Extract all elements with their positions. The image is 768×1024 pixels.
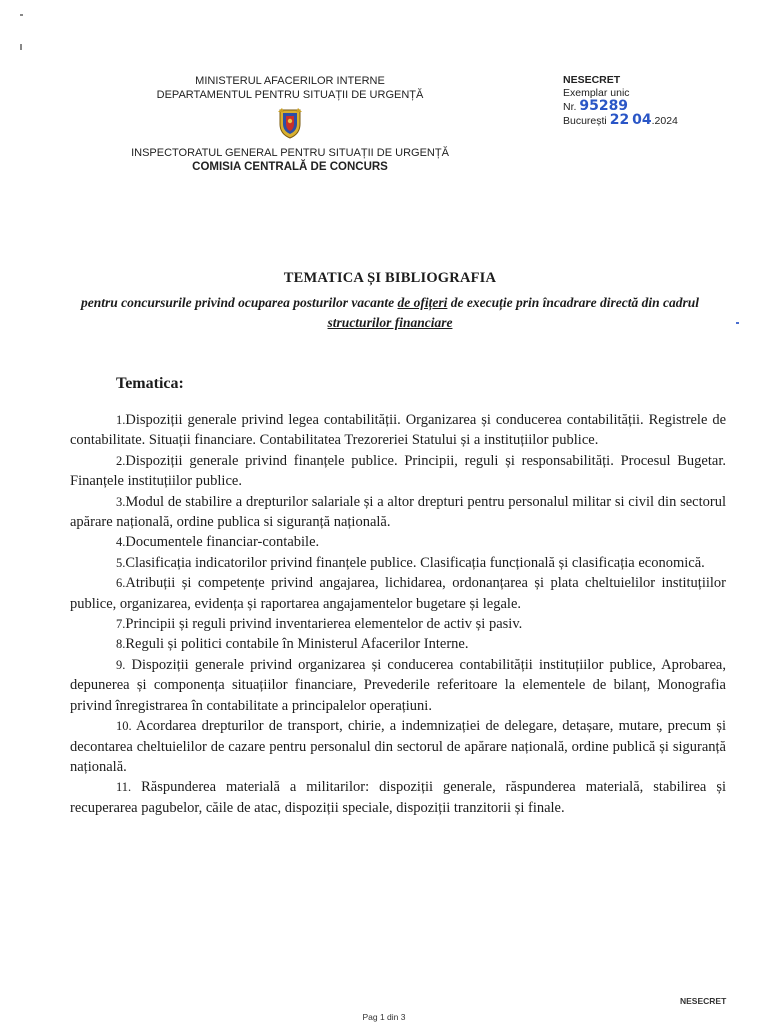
section-heading: Tematica: [116, 375, 184, 392]
list-item: 5.Clasificația indicatorilor privind finanțele publice. Clasificația funcțională și clasificația economică. [116, 554, 705, 571]
scan-speck [736, 322, 739, 324]
department-name: DEPARTAMENTUL PENTRU SITUAȚII DE URGENȚĂ [156, 89, 424, 101]
list-item: 4.Documentele financiar-contabile. [116, 534, 320, 551]
list-item: 10. Acordarea drepturilor de transport, chirie, a indemnizației de delegare, detașare, mutare, precum și decontarea cheltuielilor de cazare pentru personalul din sectorul de apărare națională, ordine publică și siguranță națională. [70, 718, 726, 775]
list-item: 11. Răspunderea materială a militarilor: dispoziții generale, răspunderea materială, stabilirea și recuperarea pagubelor, căile de atac, dispoziții speciale, dispoziții tranzitorii și finale. [70, 779, 726, 816]
inspectorate-name: INSPECTORATUL GENERAL PENTRU SITUAȚII DE URGENȚĂ [131, 147, 449, 159]
list-item: 2.Dispoziții generale privind finanțele publice. Principii, reguli și responsabilități. Procesul Bugetar. Finanțele instituțiilor publice. [70, 452, 726, 490]
registration-number: Nr. 95289 [563, 98, 629, 114]
main-title: TEMATICA ȘI BIBLIOGRAFIA [283, 270, 497, 286]
commission-name: COMISIA CENTRALĂ DE CONCURS [192, 161, 388, 173]
year: .2024 [651, 115, 678, 127]
handwritten-month: 04 [632, 112, 652, 128]
coat-of-arms-icon [276, 106, 304, 140]
underlined-officers: de ofițeri [397, 295, 448, 310]
list-item: 1.Dispoziții generale privind legea contabilității. Organizarea și conducerea contabilității. Registrele de contabilitate. Situații financiare. Contabilitatea Trezoreriei Statului și a instituțiilor publice. [70, 412, 726, 449]
list-item: 6.Atribuții și competențe privind angajarea, lichidarea, ordonanțarea și plata cheltuielilor instituțiilor publice, organizarea, evidența și raportarea angajamentelor bugetare și legale. [70, 575, 726, 612]
subtitle: pentru concursurile privind ocuparea posturilor vacante de ofițeri de execuție prin încadrare directă din cadrul structurilor financiare [80, 295, 700, 330]
classification-label: NESECRET [563, 74, 621, 86]
footer-classification: NESECRET [680, 996, 727, 1006]
page-number: Pag 1 din 3 [362, 1012, 406, 1022]
list-item: 8.Reguli și politici contabile în Ministerul Afacerilor Interne. [116, 636, 469, 653]
topics-list [70, 410, 726, 818]
document-title [80, 270, 700, 333]
list-item: 3.Modul de stabilire a drepturilor salariale și a altor drepturi pentru personalul militar si civil din sectorul apărare națională, ordine publica si siguranță națională. [70, 493, 726, 531]
handwritten-number: 95289 [579, 98, 629, 114]
scan-speck [20, 14, 23, 16]
copy-note: Exemplar unic [563, 87, 630, 99]
header-institution [110, 74, 470, 174]
underlined-structures: structurilor financiare [327, 315, 453, 330]
header-registration [563, 74, 733, 128]
scan-speck [20, 44, 22, 50]
handwritten-day: 22 [609, 112, 630, 128]
registration-date: București 22 04.2024 [563, 112, 678, 128]
list-item: 7.Principii și reguli privind inventarierea elementelor de activ și pasiv. [116, 616, 523, 633]
list-item: 9. Dispoziții generale privind organizarea și conducerea contabilității instituțiilor publice, Aprobarea, depunerea și componența situațiilor financiare, Prevederile referitoare la elementele de bilanț, Monografia privind înregistrarea în contabilitate a principalelor operațiuni. [70, 656, 726, 714]
ministry-name: MINISTERUL AFACERILOR INTERNE [195, 75, 385, 87]
